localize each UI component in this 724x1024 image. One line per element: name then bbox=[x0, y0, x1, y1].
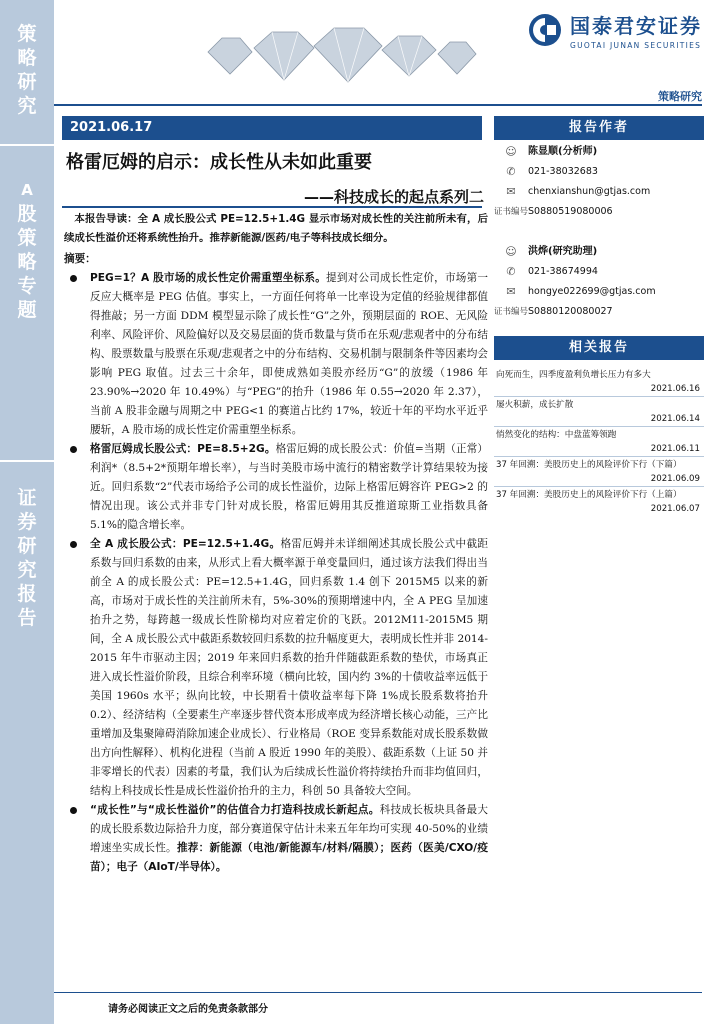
sidebar-char: A bbox=[21, 181, 33, 199]
authors-panel bbox=[494, 116, 704, 322]
bullet-body: 格雷厄姆并未详细阐述其成长股公式中截距系数与回归系数的由来，从形式上看大概率源于单变量回归，通过该方法我们得出当前全 A 的成长股公式：PE=12.5+1.4G，回归系数 1.4 创下 2015M5 以来的新高，市场对于成长性的关注前所未有，5%-30%的预期增速中内，全 A PEG 呈加速抬升之势，每跨越一级成长性阶梯均对应着定价的飞跃。2012M11-2015M5 期间，全 A 成长股公式中截距系数较回归系数的拉升幅度更大，表明成长性并非 2014-2015 年牛市驱动主因；2019 年来回归系数的抬升伴随截距系数的垫伏，市场真正进入成长性溢价阶段，且综合利率环境（横向比较，国内约 3%的十债收益率远低于美国 1960s 水平；纵向比较，中长期看十债收益率每下降 1%成长股系数将抬升 0.2）、经济结构（全要素生产率逐步替代资本形成率成为经济增长核心动能，三产比重增加及集聚障碍消除加速企业成长）、行业格局（ROE 变异系数能对成长股系数做出方向性解释）、机构化进程（当前 A 股近 1990 年的美股）、截距系数（上证 50 并非零增长的代表）因素的考量，我们认为后续成长性溢价将持续抬升而非均值回归，结构上科技成长性是成长性溢价抬升的主力，科创 50 具备较大空间。 bbox=[90, 538, 488, 797]
page-header bbox=[54, 0, 724, 90]
report-lead: 本报告导读：全 A 成长股公式 PE=12.5+1.4G 显示市场对成长性的关注前所未有，后续成长性溢价还将系统性抬升。推荐新能源/医药/电子等科技成长细分。 bbox=[64, 213, 488, 244]
bullet-body: 提到对公司成长性定价，市场第一反应大概率是 PEG 估值。事实上，一方面任何将单一比率设为定值的经验规律都值得推敲；另一方面 DDM 模型显示除了成长性“G”之外，预期层面的 ROE、无风险利率、风险评价、风险偏好以及交易层面的货币数量与货币在乐观/悲观者中的分布结构、股票数量与股票在乐观/悲观者之中的分布结构、交易机制与限制条件等因素均会影响 PEG 取值。过去三十余年，即使成熟如美股亦经历“G”的放缓（1986 年 23.90%→2020 年 10.49%）与“PEG”的抬升（1986 年 0.55→2020 年 2.37），当前 A 股非金融与周期之中 PEG<1 的赛道占比约 17%，较近十年的平均水平近乎腰斩，A 股市场的成长性定价需重塑坐标系。 bbox=[90, 272, 488, 436]
report-category: 策略研究 bbox=[658, 90, 702, 103]
related-divider bbox=[494, 396, 704, 397]
bullet-heading: 全 A 成长股公式：PE=12.5+1.4G。 bbox=[90, 538, 281, 550]
email-icon: ✉ bbox=[506, 285, 516, 298]
sidebar-char: 告 bbox=[17, 607, 37, 629]
related-date: 2021.06.07 bbox=[650, 504, 700, 514]
abstract-bullet bbox=[64, 269, 488, 440]
related-date: 2021.06.16 bbox=[650, 384, 700, 394]
bullet-dot-icon bbox=[70, 807, 77, 814]
sidebar-label-a-share-topic bbox=[0, 178, 54, 322]
related-date: 2021.06.11 bbox=[650, 444, 700, 454]
related-item[interactable] bbox=[494, 458, 704, 486]
author-card bbox=[494, 242, 704, 322]
sidebar-char: 略 bbox=[17, 251, 37, 273]
email-icon: ✉ bbox=[506, 185, 516, 198]
report-body bbox=[64, 208, 488, 877]
author-phone: 021-38032683 bbox=[528, 166, 598, 177]
related-title[interactable]: 悄然变化的结构：中盘蓝筹领跑 bbox=[496, 430, 617, 440]
related-divider bbox=[494, 426, 704, 427]
author-cert: S0880120080027 bbox=[528, 306, 613, 317]
phone-icon: ✆ bbox=[506, 265, 516, 278]
logo-name-en: GUOTAI JUNAN SECURITIES bbox=[570, 41, 702, 50]
bullet-dot-icon bbox=[70, 275, 77, 282]
related-title[interactable]: 37 年回溯：美股历史上的风险评价下行（下篇） bbox=[496, 460, 682, 470]
company-logo bbox=[528, 10, 702, 50]
bullet-dot-icon bbox=[70, 541, 77, 548]
report-title: 格雷厄姆的启示：成长性从未如此重要 bbox=[66, 152, 372, 173]
related-item[interactable] bbox=[494, 398, 704, 426]
bullet-body: 科技成长板块具备最大的成长股系数边际拾升力度，部分赛道保守估计未来五年年均可实现 40-50%的业绩增速坐实成长性。 bbox=[90, 804, 488, 854]
sidebar-label-strategy-research bbox=[0, 22, 54, 118]
related-title[interactable]: 屡火积薪，成长扩散 bbox=[496, 400, 574, 410]
report-date: 2021.06.17 bbox=[62, 116, 482, 140]
abstract-bullet bbox=[64, 535, 488, 801]
related-date: 2021.06.09 bbox=[650, 474, 700, 484]
related-title[interactable]: 向死而生，四季度盈利负增长压力有多大 bbox=[496, 370, 651, 380]
author-email[interactable]: hongye022699@gtjas.com bbox=[528, 286, 656, 297]
related-item[interactable] bbox=[494, 368, 704, 396]
sidebar-char: 证 bbox=[17, 487, 37, 509]
related-title[interactable]: 37 年回溯：美股历史上的风险评价下行（上篇） bbox=[496, 490, 682, 500]
author-email[interactable]: chenxianshun@gtjas.com bbox=[528, 186, 651, 197]
abstract-bullet bbox=[64, 440, 488, 535]
abstract-bullet bbox=[64, 801, 488, 877]
diamond-banner-icon bbox=[202, 22, 482, 84]
bullet-heading: “成长性”与“成长性溢价”的估值合力打造科技成长新起点。 bbox=[90, 804, 380, 816]
header-divider bbox=[54, 104, 702, 106]
related-reports-panel bbox=[494, 336, 704, 516]
author-cert: S0880519080006 bbox=[528, 206, 613, 217]
sidebar-char: 策 bbox=[17, 23, 37, 45]
logo-name-cn: 国泰君安证券 bbox=[570, 14, 702, 38]
sidebar-label-securities-report bbox=[0, 486, 54, 630]
sidebar-char: 股 bbox=[17, 203, 37, 225]
sidebar-char: 策 bbox=[17, 227, 37, 249]
bullet-heading: PEG=1？A 股市场的成长性定价需重塑坐标系。 bbox=[90, 272, 327, 284]
related-item[interactable] bbox=[494, 428, 704, 456]
bullet-dot-icon bbox=[70, 446, 77, 453]
sidebar-char: 题 bbox=[17, 299, 37, 321]
sidebar-char: 究 bbox=[17, 95, 37, 117]
bullet-recommendation: 推荐：新能源（电池/新能源车/材料/隔膜）；医药（医美/CXO/疫苗）；电子（AIoT/半导体）。 bbox=[90, 842, 489, 873]
authors-header: 报告作者 bbox=[494, 116, 704, 140]
sidebar-char: 究 bbox=[17, 559, 37, 581]
cert-label: 证书编号 bbox=[494, 307, 529, 317]
sidebar-divider bbox=[0, 144, 54, 146]
author-card bbox=[494, 142, 704, 222]
related-header: 相关报告 bbox=[494, 336, 704, 360]
sidebar-char: 券 bbox=[17, 511, 37, 533]
abstract-label: 摘要： bbox=[64, 253, 96, 265]
bullet-heading: 格雷厄姆成长股公式：PE=8.5+2G。 bbox=[90, 443, 276, 455]
phone-icon: ✆ bbox=[506, 165, 516, 178]
sidebar-divider bbox=[0, 460, 54, 462]
disclaimer-note: 请务必阅读正文之后的免责条款部分 bbox=[108, 1004, 268, 1015]
gtja-logo-icon bbox=[528, 13, 562, 47]
author-name: 洪烨(研究助理) bbox=[528, 246, 598, 257]
related-item[interactable] bbox=[494, 488, 704, 516]
footer-divider bbox=[54, 992, 702, 993]
author-phone: 021-38674994 bbox=[528, 266, 598, 277]
related-date: 2021.06.14 bbox=[650, 414, 700, 424]
person-icon: ☺ bbox=[505, 245, 517, 258]
person-icon: ☺ bbox=[505, 145, 517, 158]
author-name: 陈显顺(分析师) bbox=[528, 146, 598, 157]
left-sidebar bbox=[0, 0, 54, 1024]
sidebar-char: 略 bbox=[17, 47, 37, 69]
report-subtitle: ——科技成长的起点系列二 bbox=[303, 188, 484, 206]
sidebar-char: 专 bbox=[17, 275, 37, 297]
related-divider bbox=[494, 486, 704, 487]
sidebar-char: 研 bbox=[17, 71, 37, 93]
bullet-body: 格雷厄姆的成长股公式：价值=当期（正常）利润*（8.5+2*预期年增长率），与当时美股市场中流行的精密数学计算结果较为接近。回归系数“2”代表市场给予公司的成长性溢价，边际上格雷厄姆容许 PEG>2 的情况出现。该公式并非专门针对成长股，格雷厄姆用其反推道琼斯工业指数具备 5.1%的隐含增长率。 bbox=[90, 443, 488, 531]
sidebar-char: 研 bbox=[17, 535, 37, 557]
related-divider bbox=[494, 456, 704, 457]
sidebar-char: 报 bbox=[17, 583, 37, 605]
cert-label: 证书编号 bbox=[494, 207, 529, 217]
